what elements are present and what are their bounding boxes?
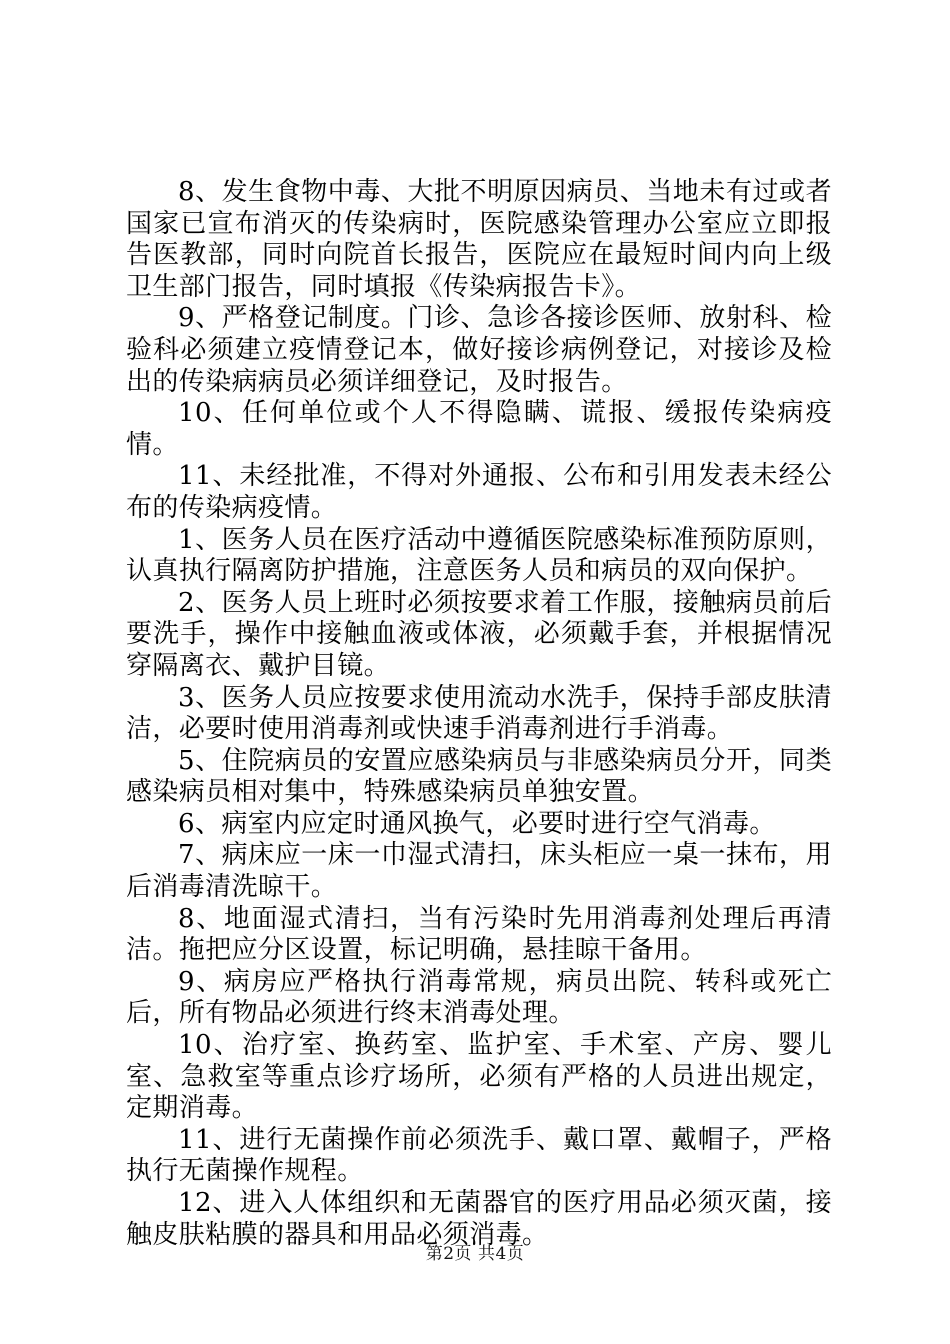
paragraph-5: 1、医务人员在医疗活动中遵循医院感染标准预防原则，认真执行隔离防护措施，注意医务人员和病员的双向保护。 bbox=[126, 524, 832, 587]
paragraph-14: 11、进行无菌操作前必须洗手、戴口罩、戴帽子，严格执行无菌操作规程。 bbox=[126, 1124, 832, 1187]
paragraph-15: 12、进入人体组织和无菌器官的医疗用品必须灭菌，接触皮肤粘膜的器具和用品必须消毒。 bbox=[126, 1188, 832, 1250]
paragraph-12: 9、病房应严格执行消毒常规，病员出院、转科或死亡后，所有物品必须进行终末消毒处理。 bbox=[126, 966, 832, 1029]
paragraph-6: 2、医务人员上班时必须按要求着工作服，接触病员前后要洗手，操作中接触血液或体液，必须戴手套，并根据情况穿隔离衣、戴护目镜。 bbox=[126, 587, 832, 681]
paragraph-7: 3、医务人员应按要求使用流动水洗手，保持手部皮肤清洁，必要时使用消毒剂或快速手消毒剂进行手消毒。 bbox=[126, 682, 832, 745]
paragraph-11: 8、地面湿式清扫，当有污染时先用消毒剂处理后再清洁。拖把应分区设置，标记明确，悬挂晾干备用。 bbox=[126, 903, 832, 966]
paragraph-2: 9、严格登记制度。门诊、急诊各接诊医师、放射科、检验科必须建立疫情登记本，做好接诊病例登记，对接诊及检出的传染病病员必须详细登记，及时报告。 bbox=[126, 303, 832, 397]
paragraph-10: 7、病床应一床一巾湿式清扫，床头柜应一桌一抹布，用后消毒清洗晾干。 bbox=[126, 840, 832, 903]
page-number-footer: 第2页 共4页 bbox=[425, 1244, 525, 1264]
paragraph-8: 5、住院病员的安置应感染病员与非感染病员分开，同类感染病员相对集中，特殊感染病员单独安置。 bbox=[126, 745, 832, 808]
paragraph-1: 8、发生食物中毒、大批不明原因病员、当地未有过或者国家已宣布消灭的传染病时，医院感染管理办公室应立即报告医教部，同时向院首长报告，医院应在最短时间内向上级卫生部门报告，同时填报《传染病报告卡》。 bbox=[126, 177, 832, 302]
paragraph-13: 10、治疗室、换药室、监护室、手术室、产房、婴儿室、急救室等重点诊疗场所，必须有严格的人员进出规定，定期消毒。 bbox=[126, 1030, 832, 1124]
paragraph-4: 11、未经批准，不得对外通报、公布和引用发表未经公布的传染病疫情。 bbox=[126, 461, 832, 523]
document-body bbox=[126, 177, 832, 1251]
paragraph-9: 6、病室内应定时通风换气，必要时进行空气消毒。 bbox=[178, 808, 776, 839]
paragraph-3: 10、任何单位或个人不得隐瞒、谎报、缓报传染病疫情。 bbox=[126, 398, 832, 460]
